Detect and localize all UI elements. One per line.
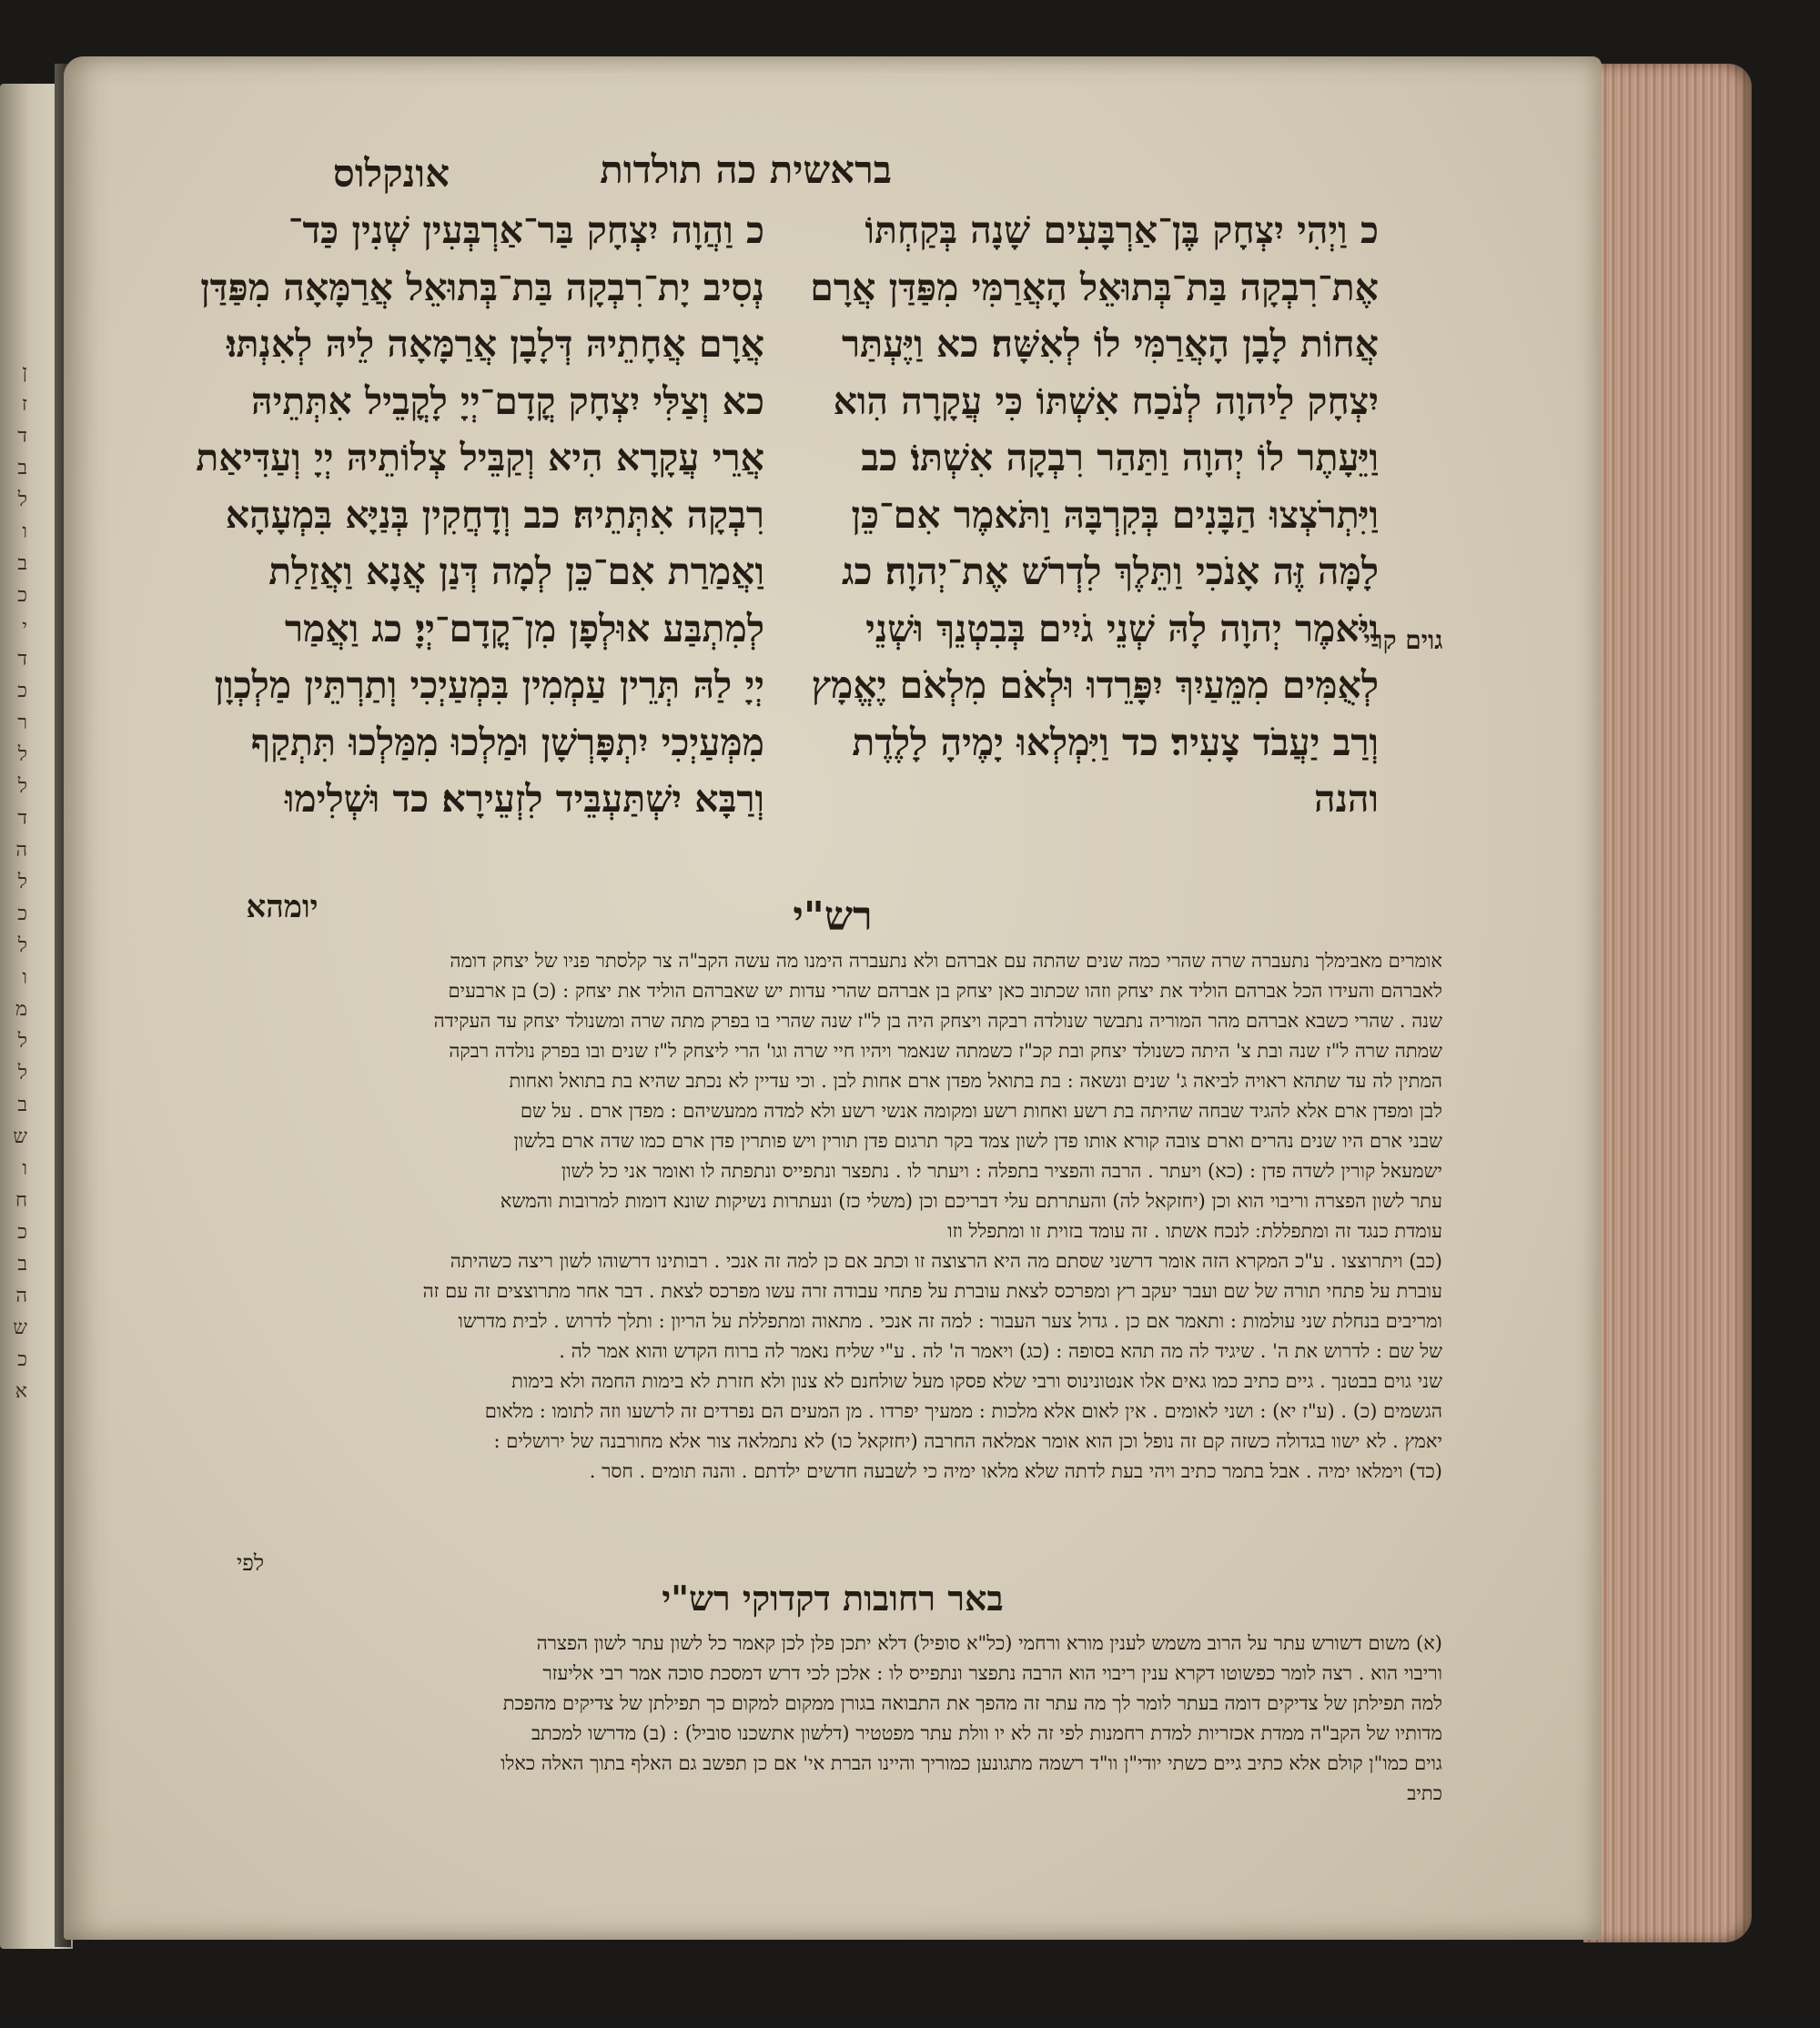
rashi-line: שבני ארם היו שנים נהרים וארם צובה קורא אותו פדן לשון צמד בקר תרגום פדן תורין ויש פותרין פדן ארם כמו שדה ארם בלשון [513, 1130, 1442, 1152]
margin-glyph: א [15, 1380, 27, 1403]
rashi-line: הגשמים (כ) . (ע"ז יא) : ושני לאומים . אין לאום אלא מלכות : ממעיך יפרדו . מן המעים הם נפרדים זה לרשעו וזה לתומו : מלאום [484, 1400, 1442, 1422]
onkelos-title: אונקלוס [332, 151, 450, 196]
rashi-line: שני גוים בבטנך . גיים כתיב כמו גאים אלו אנטונינוס ורבי שלא פסקו מעל שולחנם לא צנון ולא חזרת לא בימות החמה ולא בימות [511, 1370, 1442, 1392]
rashi-line: עוברת על פתחי תורה של שם ועבר יעקב רץ ומפרכס לצאת עוברת על פתחי עבודה זרה עשו מפרכס לצאת . דבר אחר מתרוצצים זה עם זה [422, 1280, 1442, 1302]
margin-glyph: ז [21, 393, 27, 416]
margin-glyph: ד [17, 425, 27, 448]
margin-glyph: ו [22, 966, 27, 989]
margin-glyph: ן [22, 361, 27, 384]
margin-glyph: ו [22, 1157, 27, 1180]
rashi-line: עומדת כנגד זה ומתפללת ׃ לנכח אשתו . זה עומד בזוית זו ומתפלל וזו [947, 1220, 1442, 1242]
margin-glyph: ה [15, 1285, 27, 1307]
torah-line: אֲחוֹת לָבָן הָאֲרַמִּי לוֹ לְאִשָּׁה׃ כא וַיֶּעְתַּר [842, 322, 1379, 366]
torah-line: לָמָּה זֶּה אָנֹכִי וַתֵּלֶךְ לִדְרֹשׁ אֶת־יְהוָה׃ כג [841, 550, 1379, 593]
torah-line: וַיֵּעָתֶר לוֹ יְהוָה וַתַּהַר רִבְקָה אִשְׁתּוֹ׃ כב [861, 436, 1379, 479]
margin-glyph: ב [17, 1253, 27, 1276]
onkelos-line: נְסִיב יָת־רִבְקָה בַּת־בְּתוּאֵל אֲרַמָּאָה מִפַּדַּן [200, 265, 764, 309]
onkelos-line: לְמִתְבַּע אוּלְפָן מִן־קֳדָם־יְיָ׃ כג וַאֲמַר [284, 606, 764, 651]
onkelos-line: אֲרָם אֲחָתֵיהּ דְּלָבָן אֲרַמָּאָה לֵיהּ לְאִנְתּוּ׃ [227, 322, 764, 366]
margin-glyph: ל [17, 775, 27, 798]
rashi-line: לאברהם והעידו הכל אברהם הוליד את יצחק וזהו שכתוב כאן יצחק בן אברהם שהרי עדות יש שאברהם הוליד את יצחק : (כ) בן ארבעים [448, 980, 1442, 1002]
onkelos-text-column [132, 202, 764, 828]
book-fore-edge [1583, 64, 1752, 1942]
margin-glyph: כ [17, 903, 27, 925]
onkelos-catchword: יומהא [246, 889, 318, 925]
onkelos-line: יְיָ לַהּ תְּרֵין עַמְמִין בִּמְעַיְכִי וְתַרְתֵּין מַלְכְוָן [214, 663, 764, 707]
beer-rechovot-line: כתיב [1407, 1782, 1442, 1804]
margin-glyph: מ [15, 998, 27, 1021]
onkelos-line: כא וְצַלִּי יִצְחָק קֳדָם־יְיָ לָקֳבֵיל אִתְּתֵיהּ [251, 378, 764, 423]
torah-line: יִצְחָק לַיהוָה לְנֹכַח אִשְׁתּוֹ כִּי עֲקָרָה הִוא [833, 378, 1379, 423]
onkelos-line: אֲרֵי עֲקָרָא הִיא וְקַבֵּיל צְלוֹתֵיהּ יְיָ וְעַדִּיאַת [196, 436, 764, 479]
rashi-line: לבן ומפדן ארם אלא להגיד שבחה שהיתה בת רשע ואחות רשע ומקומה אנשי רשע ולא למדה ממעשיהם : מפדן ארם . על שם [520, 1100, 1442, 1122]
qere-marginal-note: גוים קרי [1363, 625, 1443, 655]
margin-glyph: כ [17, 1348, 27, 1371]
torah-line: אֶת־רִבְקָה בַּת־בְּתוּאֵל הָאֲרַמִּי מִפַּדַּן אֲרָם [810, 265, 1379, 309]
rashi-line: (כב) ויתרוצצו . ע"כ המקרא הזה אומר דרשני שסתם מה היא הרצוצה זו וכתב אם כן למה זה אנכי . רבותינו דרשוהו לשון ריצה כשהיתה [450, 1250, 1442, 1272]
rashi-heading: רש"י [793, 893, 873, 940]
rashi-line: ישמעאל קורין לשדה פדן : (כא) ויעתר . הרבה והפציר בתפלה : ויעתר לו . נתפצר ונתפייס ונתפתה לו ואומר אני כל לשון [561, 1160, 1442, 1182]
margin-glyph: ש [13, 1317, 27, 1339]
margin-glyph: כ [17, 1221, 27, 1244]
rashi-line: המתין לה עד שתהא ראויה לביאה ג' שנים ונשאה : בת בתואל מפדן ארם אחות לבן . וכי עדיין לא נכתב שהיא בת בתואל ואחות [509, 1070, 1442, 1092]
margin-glyph: כ [17, 584, 27, 607]
margin-glyph: ד [17, 807, 27, 830]
beer-rechovot-heading: באר רחובות דקדוקי רש"י [662, 1578, 1004, 1619]
margin-glyph: ל [17, 1062, 27, 1085]
margin-glyph: ל [17, 871, 27, 893]
rashi-line: שמתה שרה ל"ז שנה ובת צ' היתה כשנולד יצחק ובת קכ"ז כשמתה שנאמר ויהיו חיי שרה וגו' הרי ליצחק ל"ז שנים ובו בפרק נולדה רבקה [449, 1040, 1442, 1062]
rashi-line: ומריבים בנחלת שני עולמות : ותאמר אם כן . גדול צער העבור : למה זה אנכי . מתאוה ומתפללת על הריון : ותלך לדרוש . לבית מדרשו [458, 1310, 1442, 1332]
margin-glyph: ש [13, 1125, 27, 1148]
margin-glyph: ר [17, 711, 27, 734]
rashi-line: של שם : לדרוש את ה' . שיגיד לה מה תהא בסופה : (כג) ויאמר ה' לה . ע"י שליח נאמר לה ברוח הקדש והוא אמר לה . [559, 1340, 1442, 1362]
rashi-line: יאמץ . לא ישוו בגדולה כשזה קם זה נופל וכן הוא אומר אמלאה החרבה (יחזקאל כו) לא נתמלאה צור אלא מחורבנה של ירושלים : [493, 1430, 1442, 1452]
rashi-line: שנה . שהרי כשבא אברהם מהר המוריה נתבשר שנולדה רבקה ויצחק היה בן ל"ז שנה שהרי בו בפרק מתה שרה ומשנולד יצחק עד העקידה [433, 1010, 1442, 1032]
margin-glyph: ל [17, 489, 27, 511]
margin-glyph: ל [17, 743, 27, 766]
book-page [64, 56, 1602, 1940]
margin-glyph: ה [15, 839, 27, 862]
rashi-line: אומרים מאבימלך נתעברה שרה שהרי כמה שנים שהתה עם אברהם ולא נתעברה הימנו מה עשה הקב"ה צר קלסתר פניו של יצחק דומה [450, 950, 1442, 972]
previous-page-margin-text [0, 357, 27, 1903]
beer-rechovot-line: מדותיו של הקב"ה ממדת אכזריות למדת רחמנות לפי זה לא יו וולת עתר מפטטיר (דלשון אתשכנו סוביל) : (ב) מדרשו למכתב [531, 1722, 1442, 1744]
torah-line: וַיִּתְרֹצְצוּ הַבָּנִים בְּקִרְבָּהּ וַתֹּאמֶר אִם־כֵּן [851, 492, 1379, 537]
onkelos-line: מִמְּעַיְכִי יִתְפָּרְשָׁן וּמַלְכוּ מִמַּלְכוּ תִּתְקַף [250, 720, 764, 764]
rashi-commentary [105, 946, 1442, 1487]
torah-line: וַיֹּאמֶר יְהוָה לָהּ שְׁנֵי גֹיִים בְּבִטְנֵךְ וּשְׁנֵי [865, 606, 1379, 651]
beer-rechovot-commentary [105, 1629, 1442, 1809]
margin-glyph: ב [17, 552, 27, 575]
rashi-line: (כד) וימלאו ימיה . אבל בתמר כתיב ויהי בעת לדתה שלא מלאו ימיה כי לשבעה חדשים ילדתם . והנה תומים . חסר . [589, 1460, 1442, 1482]
torah-line: לְאֻמִּים מִמֵּעַיִךְ יִפָּרֵדוּ וּלְאֹם מִלְאֹם יֶאֱמָץ [811, 663, 1379, 707]
torah-line: וְרַב יַעֲבֹד צָעִיר׃ כד וַיִּמְלְאוּ יָמֶיהָ לָלֶדֶת [852, 720, 1379, 764]
beer-rechovot-line: (א) משום דשורש עתר על הרוב משמש לענין מורא ורחמי (כל"א סופיל) דלא יתכן פלן לכן קאמר כל לשון עתר לשון הפצרה [536, 1632, 1442, 1654]
margin-glyph: ב [17, 1094, 27, 1116]
margin-glyph: ל [17, 934, 27, 957]
torah-text-column [810, 202, 1379, 828]
onkelos-line: וְרַבָּא יִשְׁתַּעְבֵּיד לִזְעֵירָא׃ כד וּשְׁלִימוּ [284, 777, 764, 821]
margin-glyph: ד [17, 648, 27, 671]
beer-rechovot-line: גוים כמו"ן קולם אלא כתיב גיים כשתי יודי"ן וו"ד רשמה מתגונען כמוריך והיינו הברת אי' אם כן תפשב גם האלף בתוך האלה כאלו [500, 1752, 1442, 1774]
margin-glyph: י [22, 616, 27, 639]
rashi-catchword: לפי [236, 1550, 265, 1576]
margin-glyph: ל [17, 1030, 27, 1053]
running-title: בראשית כה תולדות [600, 147, 892, 192]
onkelos-line: כ וַהֲוָה יִצְחָק בַּר־אַרְבְּעִין שְׁנִין כַּד־ [288, 208, 764, 252]
torah-catchword: והנה [1314, 777, 1379, 821]
margin-glyph: ו [22, 520, 27, 543]
margin-glyph: ב [17, 457, 27, 479]
margin-glyph: ח [15, 1189, 27, 1212]
beer-rechovot-line: וריבוי הוא . רצה לומר כפשוטו דקרא ענין ריבוי הוא הרבה נתפצר ונתפייס לו : אלכן לכי דרש דמסכת סוכה אמר רבי אליעזר [542, 1662, 1442, 1684]
onkelos-line: רִבְקָה אִתְּתֵיהּ׃ כב וְדָחֲקִין בְּנַיָּא בִּמְעָהָא [225, 492, 764, 537]
rashi-line: עתר לשון הפצרה וריבוי הוא וכן (יחזקאל לה) והעתרתם עלי דבריכם וכן (משלי כז) ונעתרות נשיקות שונא דומות למרובות והמשא [500, 1190, 1442, 1212]
margin-glyph: כ [17, 680, 27, 702]
onkelos-line: וַאֲמַרַת אִם־כֵּן לְמָה דְּנַן אֲנָא וַאֲזַלַת [268, 550, 764, 593]
beer-rechovot-line: למה תפילתן של צדיקים דומה בעתר לומר לך מה עתר זה מהפך את התבואה בגורן ממקום למקום כך תפילתן של צדיקים מהפכת [502, 1692, 1442, 1714]
torah-line: כ וַיְהִי יִצְחָק בֶּן־אַרְבָּעִים שָׁנָה בְּקַחְתּוֹ [864, 208, 1379, 252]
